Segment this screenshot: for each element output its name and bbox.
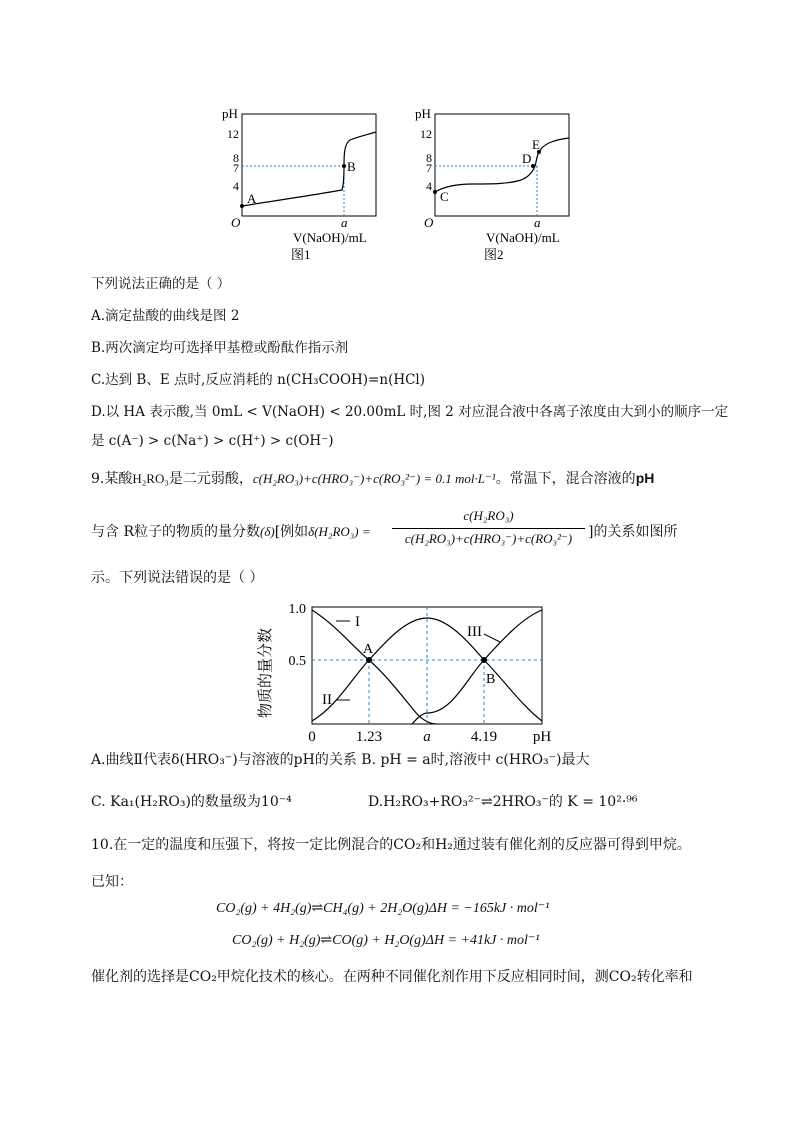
q9-line1-c: 。常温下，混合溶液的 bbox=[495, 471, 636, 487]
fig2-point-c: C bbox=[440, 189, 449, 204]
fig1-x-label: V(NaOH)/mL bbox=[293, 230, 367, 245]
fig1-point-a: A bbox=[247, 191, 257, 206]
fig3-curve-iii: III bbox=[467, 624, 482, 640]
fig3-xtick-0: 0 bbox=[308, 729, 316, 745]
q9-line1-b: 是二元弱酸， bbox=[168, 471, 253, 487]
q8-option-d-line1[interactable]: D.以 HA 表示酸,当 0mL < V(NaOH) < 20.00mL 时,图 2 对应混合液中各离子浓度由大到小的顺序一定 bbox=[91, 404, 729, 420]
fig1-caption: 图1 bbox=[291, 247, 311, 262]
fig2-y-label: pH bbox=[415, 106, 431, 121]
fig1-y-ticks bbox=[227, 127, 239, 193]
q8-stem: 下列说法正确的是（ ） bbox=[91, 276, 231, 292]
q8-option-b[interactable]: B.两次滴定均可选择甲基橙或酚酞作指示剂 bbox=[91, 340, 349, 356]
fig1-x-tick: a bbox=[341, 215, 348, 230]
fig2-point-e: E bbox=[532, 137, 540, 152]
q9-ph: pH bbox=[635, 470, 655, 486]
fig1-tick-12: 12 bbox=[227, 127, 239, 141]
q9-delta-h2: δ(H₂RO₃) = bbox=[308, 524, 371, 539]
q9-line2-c: ]的关系如图所 bbox=[588, 524, 678, 540]
fig2-tick-7: 7 bbox=[426, 161, 432, 175]
fig3-curve-i: I bbox=[355, 614, 360, 630]
fig3-y-label: 物质的量分数 bbox=[258, 627, 274, 718]
fig1-tick-4: 4 bbox=[233, 179, 239, 193]
q9-delta: (δ) bbox=[260, 524, 275, 539]
fig3-xtick-419: 4.19 bbox=[470, 729, 498, 745]
q9-eq-sum: c(H₂RO₃)+c(HRO₃⁻)+c(RO₃²⁻) = 0.1 mol·L⁻¹ bbox=[252, 471, 496, 486]
fig3-xtick-ph: pH bbox=[532, 729, 552, 745]
fig2-y-ticks bbox=[420, 127, 432, 193]
figure-2 bbox=[413, 104, 583, 264]
fig1-origin: O bbox=[231, 215, 241, 230]
fig1-point-b: B bbox=[347, 159, 356, 174]
q9-line3: 示。下列说法错误的是（ ） bbox=[91, 570, 264, 586]
q9-fraction bbox=[392, 508, 585, 547]
q10-equation-1: CO₂(g) + 4H₂(g)⇌CH₄(g) + 2H₂O(g)ΔH = −165kJ · mol⁻¹ bbox=[216, 901, 550, 916]
fig3-point-a: A bbox=[363, 642, 374, 657]
fig2-tick-4: 4 bbox=[426, 179, 432, 193]
q9-line2-a: 与含 R粒子的物质的量分数 bbox=[91, 524, 260, 540]
fig1-tick-8: 8 bbox=[233, 151, 239, 165]
q9-frac-numerator: c(H₂RO₃) bbox=[463, 508, 514, 523]
fig3-point-b: B bbox=[486, 672, 496, 687]
q8-option-a[interactable]: A.滴定盐酸的曲线是图 2 bbox=[91, 308, 240, 324]
q10-equation-2: CO₂(g) + H₂(g)⇌CO(g) + H₂O(g)ΔH = +41kJ · mol⁻¹ bbox=[232, 933, 540, 948]
fig1-y-label: pH bbox=[222, 106, 238, 121]
q9-line2-b: [例如 bbox=[274, 524, 309, 540]
q9-option-d[interactable]: D.H₂RO₃+RO₃²⁻⇌2HRO₃⁻的 K = 10²·⁹⁶ bbox=[368, 794, 638, 810]
q8-option-d-line2: 是 c(A⁻) > c(Na⁺) > c(H⁺) > c(OH⁻) bbox=[91, 433, 334, 449]
q9-line2 bbox=[91, 521, 371, 541]
q10-line1: 10.在一定的温度和压强下，将按一定比例混合的CO₂和H₂通过装有催化剂的反应器可得到甲烷。 bbox=[91, 837, 691, 853]
q9-options-ab[interactable]: A.曲线Ⅱ代表δ(HRO₃⁻)与溶液的pH的关系 B. pH = a时,溶液中 c(HRO₃⁻)最大 bbox=[91, 752, 590, 768]
q8-option-c[interactable]: C.达到 B、E 点时,反应消耗的 n(CH₃COOH)=n(HCl) bbox=[91, 372, 426, 388]
q10-line2: 已知： bbox=[91, 874, 133, 890]
fig2-x-label: V(NaOH)/mL bbox=[486, 230, 560, 245]
fig2-origin: O bbox=[424, 215, 434, 230]
q9-formula: H₂RO₃ bbox=[132, 471, 169, 486]
fig3-xtick-a: a bbox=[423, 729, 431, 745]
q9-line1 bbox=[91, 468, 654, 488]
fig2-tick-8: 8 bbox=[426, 151, 432, 165]
figure-3-distribution bbox=[252, 596, 562, 746]
fig2-x-tick: a bbox=[534, 215, 541, 230]
fig3-ytick-05: 0.5 bbox=[288, 654, 306, 669]
fig2-caption: 图2 bbox=[484, 247, 504, 262]
fig3-xtick-123: 1.23 bbox=[355, 729, 383, 745]
q9-frac-denominator: c(H₂RO₃)+c(HRO₃⁻)+c(RO₃²⁻) bbox=[404, 531, 573, 546]
fig3-ytick-1: 1.0 bbox=[288, 602, 306, 617]
fig2-tick-12: 12 bbox=[420, 127, 432, 141]
q10-line3: 催化剂的选择是CO₂甲烷化技术的核心。在两种不同催化剂作用下反应相同时间，测CO₂转化率和 bbox=[91, 969, 693, 985]
q9-line1-a: 9.某酸 bbox=[91, 471, 133, 487]
q9-option-c[interactable]: C. Ka₁(H₂RO₃)的数量级为10⁻⁴ bbox=[91, 794, 292, 810]
fig3-curve-ii: II bbox=[322, 692, 332, 708]
figure-1 bbox=[220, 104, 390, 264]
fig1-tick-7: 7 bbox=[233, 161, 239, 175]
fig2-point-d: D bbox=[522, 151, 532, 166]
